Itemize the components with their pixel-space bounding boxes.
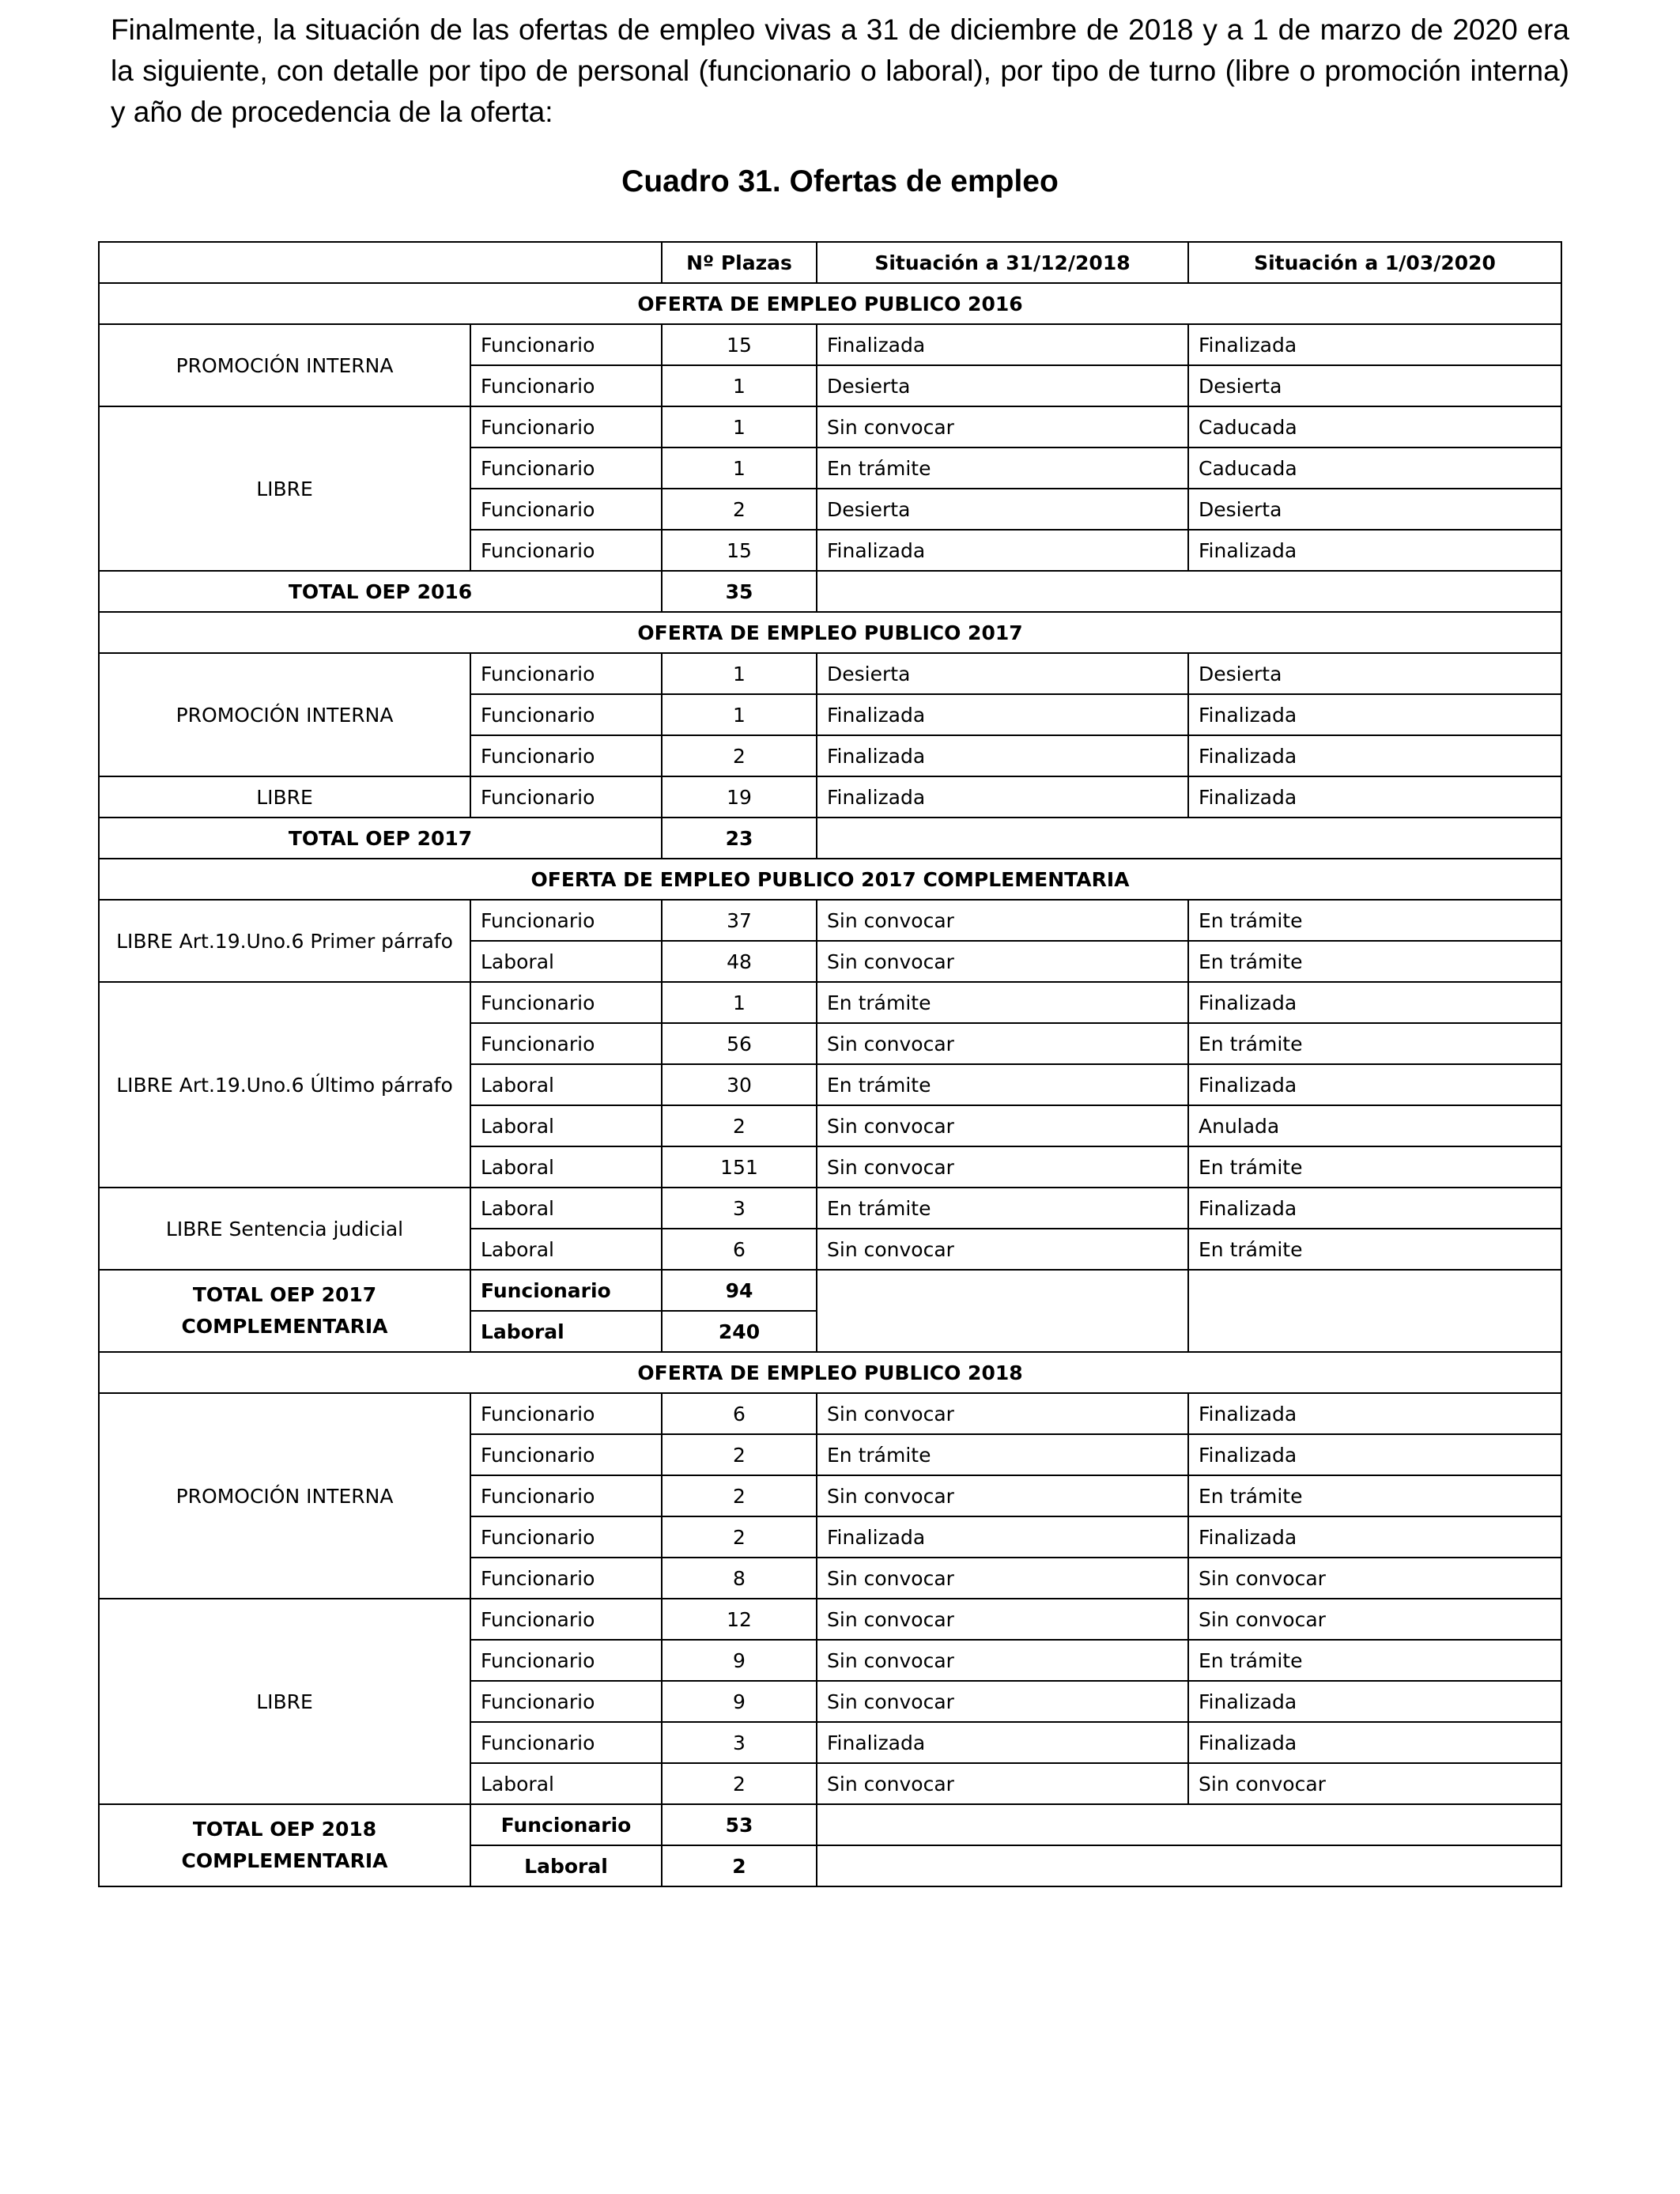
situacion-2020-cell: Caducada [1188, 447, 1561, 489]
situacion-2018-cell: En trámite [817, 1188, 1188, 1229]
table-row [99, 900, 1561, 941]
total-label-line: COMPLEMENTARIA [181, 1849, 388, 1872]
plazas-cell: 2 [662, 1105, 817, 1146]
plazas-cell: 2 [662, 735, 817, 776]
plazas-cell: 1 [662, 365, 817, 406]
situacion-2020-cell: Finalizada [1188, 1393, 1561, 1434]
table-row [99, 1599, 1561, 1640]
situacion-2020-cell: Finalizada [1188, 982, 1561, 1023]
group-label: LIBRE [99, 1599, 470, 1804]
situacion-2018-cell: Sin convocar [817, 1229, 1188, 1270]
situacion-2020-cell: Finalizada [1188, 735, 1561, 776]
total-value: 53 [662, 1804, 817, 1845]
total-empty-cell [1188, 1270, 1561, 1352]
plazas-cell: 9 [662, 1640, 817, 1681]
group-label: LIBRE [99, 406, 470, 571]
total-personal-type: Funcionario [470, 1270, 662, 1311]
total-personal-type: Funcionario [470, 1804, 662, 1845]
personal-type-cell: Funcionario [470, 1640, 662, 1681]
group-label: LIBRE [99, 776, 470, 818]
plazas-cell: 2 [662, 1763, 817, 1804]
personal-type-cell: Funcionario [470, 447, 662, 489]
personal-type-cell: Funcionario [470, 1393, 662, 1434]
intro-paragraph: Finalmente, la situación de las ofertas de empleo vivas a 31 de diciembre de 2018 y a 1 de marzo de 2020 era la siguiente, con detalle por tipo de personal (funcionario o laboral), por tipo de turno (libre o promoción interna) y año de procedencia de la oferta: [111, 13, 1569, 128]
plazas-cell: 37 [662, 900, 817, 941]
personal-type-cell: Funcionario [470, 1722, 662, 1763]
plazas-cell: 3 [662, 1188, 817, 1229]
group-label: PROMOCIÓN INTERNA [99, 1393, 470, 1599]
plazas-cell: 1 [662, 447, 817, 489]
situacion-2020-cell: En trámite [1188, 1023, 1561, 1064]
situacion-2020-cell: En trámite [1188, 1146, 1561, 1188]
situacion-2018-cell: Finalizada [817, 735, 1188, 776]
situacion-2018-cell: Sin convocar [817, 1475, 1188, 1516]
header-row [99, 242, 1561, 283]
plazas-cell: 15 [662, 530, 817, 571]
group-label: LIBRE Art.19.Uno.6 Último párrafo [99, 982, 470, 1188]
situacion-2020-cell: Sin convocar [1188, 1558, 1561, 1599]
personal-type-cell: Funcionario [470, 530, 662, 571]
situacion-2020-cell: Finalizada [1188, 324, 1561, 365]
situacion-2018-cell: Finalizada [817, 694, 1188, 735]
situacion-2018-cell: Sin convocar [817, 1763, 1188, 1804]
situacion-2018-cell: Sin convocar [817, 1146, 1188, 1188]
section-title-row [99, 612, 1561, 653]
total-row [99, 1804, 1561, 1845]
table-row [99, 406, 1561, 447]
plazas-cell: 2 [662, 1434, 817, 1475]
plazas-cell: 2 [662, 1516, 817, 1558]
personal-type-cell: Laboral [470, 941, 662, 982]
section-title-row [99, 283, 1561, 324]
situacion-2018-cell: En trámite [817, 982, 1188, 1023]
personal-type-cell: Funcionario [470, 653, 662, 694]
plazas-cell: 1 [662, 982, 817, 1023]
personal-type-cell: Funcionario [470, 1681, 662, 1722]
situacion-2020-cell: Desierta [1188, 365, 1561, 406]
total-value: 2 [662, 1845, 817, 1886]
situacion-2020-cell: Finalizada [1188, 1722, 1561, 1763]
section-title-row [99, 1352, 1561, 1393]
situacion-2020-cell: Finalizada [1188, 776, 1561, 818]
personal-type-cell: Funcionario [470, 900, 662, 941]
situacion-2018-cell: En trámite [817, 1064, 1188, 1105]
situacion-2020-cell: Sin convocar [1188, 1599, 1561, 1640]
situacion-2020-cell: Finalizada [1188, 694, 1561, 735]
situacion-2018-cell: En trámite [817, 447, 1188, 489]
situacion-2020-cell: Finalizada [1188, 530, 1561, 571]
plazas-cell: 30 [662, 1064, 817, 1105]
plazas-cell: 3 [662, 1722, 817, 1763]
header-empty-cell [99, 242, 662, 283]
situacion-2020-cell: Finalizada [1188, 1681, 1561, 1722]
personal-type-cell: Funcionario [470, 406, 662, 447]
total-empty-cell [817, 571, 1561, 612]
situacion-2020-cell: En trámite [1188, 1640, 1561, 1681]
total-label-line: COMPLEMENTARIA [181, 1315, 388, 1338]
table-row [99, 1393, 1561, 1434]
personal-type-cell: Funcionario [470, 1434, 662, 1475]
table-row [99, 776, 1561, 818]
plazas-cell: 2 [662, 1475, 817, 1516]
total-value: 23 [662, 818, 817, 859]
situacion-2018-cell: Sin convocar [817, 1558, 1188, 1599]
total-empty-cell [817, 818, 1561, 859]
header-situacion-2020: Situación a 1/03/2020 [1188, 242, 1561, 283]
situacion-2020-cell: En trámite [1188, 941, 1561, 982]
situacion-2020-cell: Finalizada [1188, 1064, 1561, 1105]
section-title: OFERTA DE EMPLEO PUBLICO 2017 [99, 612, 1561, 653]
situacion-2018-cell: Finalizada [817, 1516, 1188, 1558]
group-label: LIBRE Sentencia judicial [99, 1188, 470, 1270]
total-empty-cell [817, 1845, 1561, 1886]
situacion-2018-cell: Sin convocar [817, 1681, 1188, 1722]
personal-type-cell: Laboral [470, 1763, 662, 1804]
total-empty-cell [817, 1270, 1188, 1352]
personal-type-cell: Laboral [470, 1188, 662, 1229]
personal-type-cell: Funcionario [470, 694, 662, 735]
total-label-line: TOTAL OEP 2017 [192, 1283, 377, 1306]
situacion-2018-cell: Finalizada [817, 776, 1188, 818]
plazas-cell: 151 [662, 1146, 817, 1188]
situacion-2018-cell: Sin convocar [817, 1023, 1188, 1064]
situacion-2020-cell: Finalizada [1188, 1434, 1561, 1475]
situacion-2020-cell: Desierta [1188, 653, 1561, 694]
total-label: TOTAL OEP 2017 [99, 818, 662, 859]
personal-type-cell: Funcionario [470, 324, 662, 365]
plazas-cell: 9 [662, 1681, 817, 1722]
plazas-cell: 15 [662, 324, 817, 365]
situacion-2018-cell: Sin convocar [817, 1599, 1188, 1640]
plazas-cell: 48 [662, 941, 817, 982]
table-body [99, 242, 1561, 1886]
situacion-2018-cell: Desierta [817, 489, 1188, 530]
total-value: 240 [662, 1311, 817, 1352]
personal-type-cell: Laboral [470, 1229, 662, 1270]
situacion-2018-cell: Finalizada [817, 324, 1188, 365]
plazas-cell: 8 [662, 1558, 817, 1599]
total-value: 35 [662, 571, 817, 612]
header-plazas: Nº Plazas [662, 242, 817, 283]
plazas-cell: 19 [662, 776, 817, 818]
situacion-2018-cell: Sin convocar [817, 406, 1188, 447]
situacion-2020-cell: Sin convocar [1188, 1763, 1561, 1804]
table-row [99, 1188, 1561, 1229]
personal-type-cell: Funcionario [470, 1516, 662, 1558]
personal-type-cell: Funcionario [470, 735, 662, 776]
table-row [99, 653, 1561, 694]
personal-type-cell: Funcionario [470, 982, 662, 1023]
total-value: 94 [662, 1270, 817, 1311]
situacion-2018-cell: Finalizada [817, 530, 1188, 571]
situacion-2020-cell: Anulada [1188, 1105, 1561, 1146]
total-label: TOTAL OEP 2016 [99, 571, 662, 612]
situacion-2018-cell: Sin convocar [817, 941, 1188, 982]
plazas-cell: 12 [662, 1599, 817, 1640]
total-label-line: TOTAL OEP 2018 [192, 1818, 377, 1841]
total-row [99, 571, 1561, 612]
table-caption: Cuadro 31. Ofertas de empleo [621, 164, 1059, 198]
plazas-cell: 1 [662, 653, 817, 694]
situacion-2018-cell: Sin convocar [817, 1393, 1188, 1434]
situacion-2018-cell: Finalizada [817, 1722, 1188, 1763]
plazas-cell: 6 [662, 1229, 817, 1270]
group-label: PROMOCIÓN INTERNA [99, 653, 470, 776]
section-title: OFERTA DE EMPLEO PUBLICO 2016 [99, 283, 1561, 324]
personal-type-cell: Funcionario [470, 365, 662, 406]
section-title-row [99, 859, 1561, 900]
total-label [99, 1270, 470, 1352]
situacion-2018-cell: Sin convocar [817, 900, 1188, 941]
ofertas-table [98, 241, 1562, 1887]
situacion-2020-cell: Finalizada [1188, 1516, 1561, 1558]
situacion-2020-cell: En trámite [1188, 1229, 1561, 1270]
personal-type-cell: Laboral [470, 1105, 662, 1146]
situacion-2020-cell: Caducada [1188, 406, 1561, 447]
plazas-cell: 6 [662, 1393, 817, 1434]
total-row [99, 818, 1561, 859]
total-empty-cell [817, 1804, 1561, 1845]
group-label: PROMOCIÓN INTERNA [99, 324, 470, 406]
personal-type-cell: Funcionario [470, 1023, 662, 1064]
total-row [99, 1270, 1561, 1311]
section-title: OFERTA DE EMPLEO PUBLICO 2017 COMPLEMENTARIA [99, 859, 1561, 900]
header-situacion-2018: Situación a 31/12/2018 [817, 242, 1188, 283]
personal-type-cell: Funcionario [470, 1558, 662, 1599]
situacion-2020-cell: Desierta [1188, 489, 1561, 530]
personal-type-cell: Funcionario [470, 1599, 662, 1640]
situacion-2020-cell: Finalizada [1188, 1188, 1561, 1229]
situacion-2018-cell: Desierta [817, 365, 1188, 406]
situacion-2020-cell: En trámite [1188, 900, 1561, 941]
situacion-2018-cell: Desierta [817, 653, 1188, 694]
plazas-cell: 56 [662, 1023, 817, 1064]
section-title: OFERTA DE EMPLEO PUBLICO 2018 [99, 1352, 1561, 1393]
plazas-cell: 1 [662, 406, 817, 447]
total-personal-type: Laboral [470, 1845, 662, 1886]
situacion-2018-cell: En trámite [817, 1434, 1188, 1475]
personal-type-cell: Funcionario [470, 776, 662, 818]
total-personal-type: Laboral [470, 1311, 662, 1352]
personal-type-cell: Funcionario [470, 1475, 662, 1516]
personal-type-cell: Funcionario [470, 489, 662, 530]
table-row [99, 324, 1561, 365]
personal-type-cell: Laboral [470, 1064, 662, 1105]
group-label: LIBRE Art.19.Uno.6 Primer párrafo [99, 900, 470, 982]
situacion-2018-cell: Sin convocar [817, 1105, 1188, 1146]
situacion-2018-cell: Sin convocar [817, 1640, 1188, 1681]
situacion-2020-cell: En trámite [1188, 1475, 1561, 1516]
total-label [99, 1804, 470, 1886]
plazas-cell: 1 [662, 694, 817, 735]
personal-type-cell: Laboral [470, 1146, 662, 1188]
plazas-cell: 2 [662, 489, 817, 530]
table-row [99, 982, 1561, 1023]
